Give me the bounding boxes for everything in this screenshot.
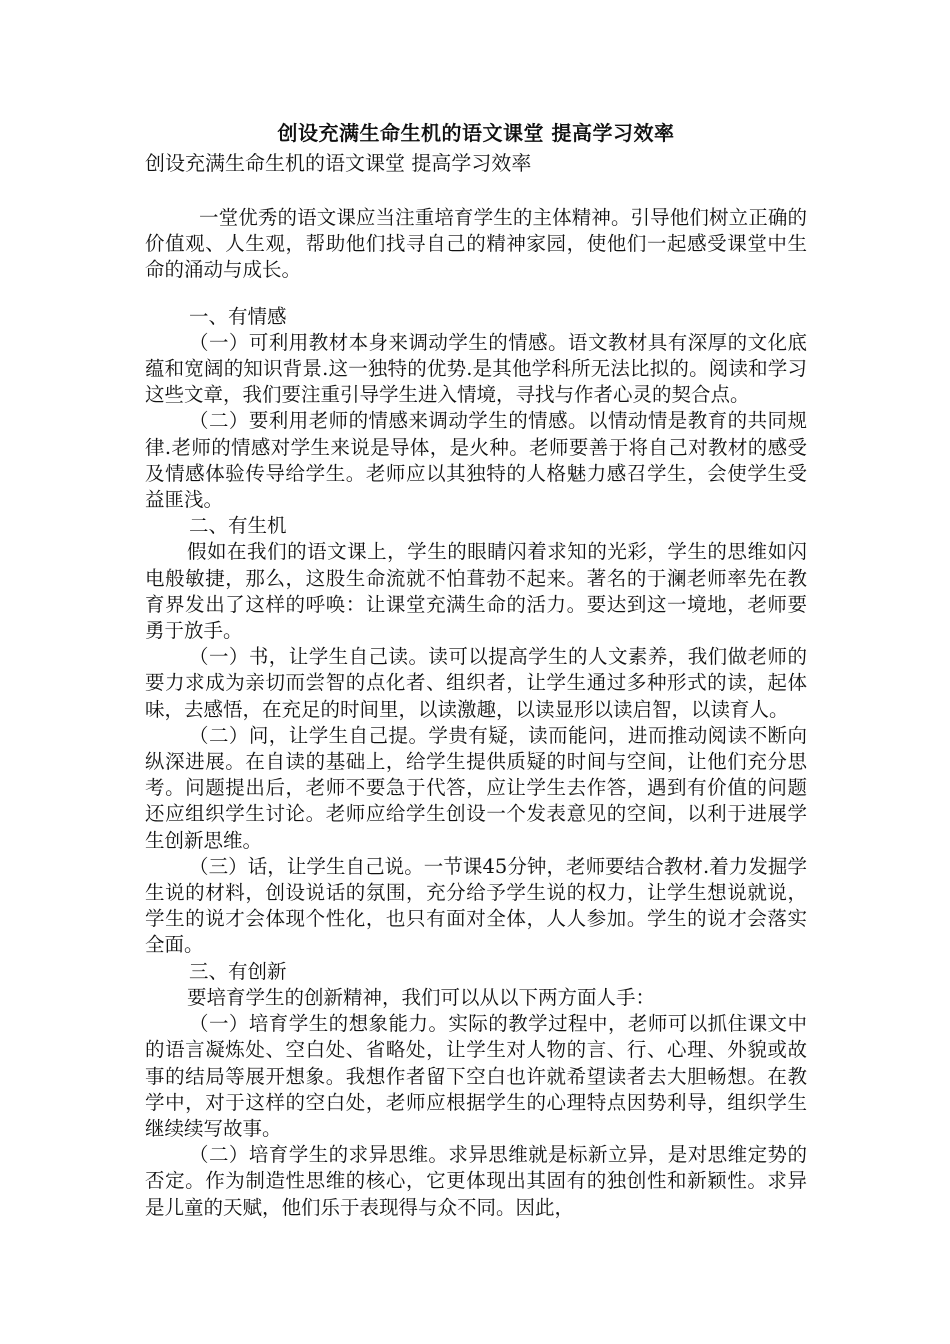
document-page [145,118,807,1221]
section-lead-paragraph: 要培育学生的创新精神，我们可以从以下两方面人手： [187,985,656,1009]
body-paragraph: （一）书，让学生自己读。读可以提高学生的人文素养，我们做老师的要力求成为亲切而尝智的点化者、组织者，让学生通过多种形式的读，起体味，去感悟，在充足的时间里，以读激趣，以读显形以读启智，以读育人。 [145,645,807,721]
body-paragraph: （二）问，让学生自己提。学贵有疑，读而能问，进而推动阅读不断向纵深进展。在自读的基础上，给学生提供质疑的时间与空间，让他们充分思考。问题提出后，老师不要急于代答，应让学生去作答，遇到有价值的问题还应组织学生讨论。老师应给学生创设一个发表意见的空间，以利于进展学生创新思维。 [145,723,807,852]
blank-line [145,178,807,205]
document-subtitle: 创设充满生命生机的语文课堂 提高学习效率 [145,151,532,175]
section-heading: 一、有情感 [189,304,287,328]
body-paragraph: （一）可利用教材本身来调动学生的情感。语文教材具有深厚的文化底蕴和宽阔的知识背景.这一独特的优势.是其他学科所无法比拟的。阅读和学习这些文章，我们要注重引导学生进入情境，寻找与作者心灵的契合点。 [145,330,807,407]
section-heading: 二、有生机 [189,514,287,538]
blank-line [145,284,807,304]
body-paragraph: （二）要利用老师的情感来调动学生的情感。以情动情是教育的共同规律.老师的情感对学生来说是导体，是火种。老师要善于将自己对教材的感受及情感体验传导给学生。老师应以其独特的人格魅力感召学生，会使学生受益匪浅。 [145,409,807,512]
body-paragraph: （二）培育学生的求异思维。求异思维就是标新立异，是对思维定势的否定。作为制造性思维的核心，它更体现出其固有的独创性和新颖性。求异是儿童的天赋，他们乐于表现得与众不同。因此， [145,1143,807,1219]
body-paragraph: （一）培育学生的想象能力。实际的教学过程中，老师可以抓住课文中的语言凝炼处、空白处、省略处，让学生对人物的言、行、心理、外貌或故事的结局等展开想象。我想作者留下空白也许就希望读者去大胆畅想。在教学中，对于这样的空白处，老师应根据学生的心理特点因势利导，组织学生继续续写故事。 [145,1012,807,1140]
section-lead-paragraph: 假如在我们的语文课上，学生的眼睛闪着求知的光彩，学生的思维如闪电般敏捷，那么，这股生命流就不怕葺勃不起来。著名的于澜老师率先在教育界发出了这样的呼唤：让课堂充满生命的活力。要达到这一境地，老师要勇于放手。 [145,540,807,643]
document-title: 创设充满生命生机的语文课堂 提高学习效率 [277,121,675,145]
intro-paragraph: 一堂优秀的语文课应当注重培育学生的主体精神。引导他们树立正确的价值观、人生观，帮助他们找寻自己的精神家园，使他们一起感受课堂中生命的涌动与成长。 [145,206,807,282]
section-heading: 三、有创新 [189,959,287,983]
body-paragraph: （三）话，让学生自己说。一节课45分钟，老师要结合教材.着力发掘学生说的材料，创设说话的氛围，充分给予学生说的权力，让学生想说就说，学生的说才会体现个性化，也只有面对全体，人人参加。学生的说才会落实全面。 [145,854,807,957]
